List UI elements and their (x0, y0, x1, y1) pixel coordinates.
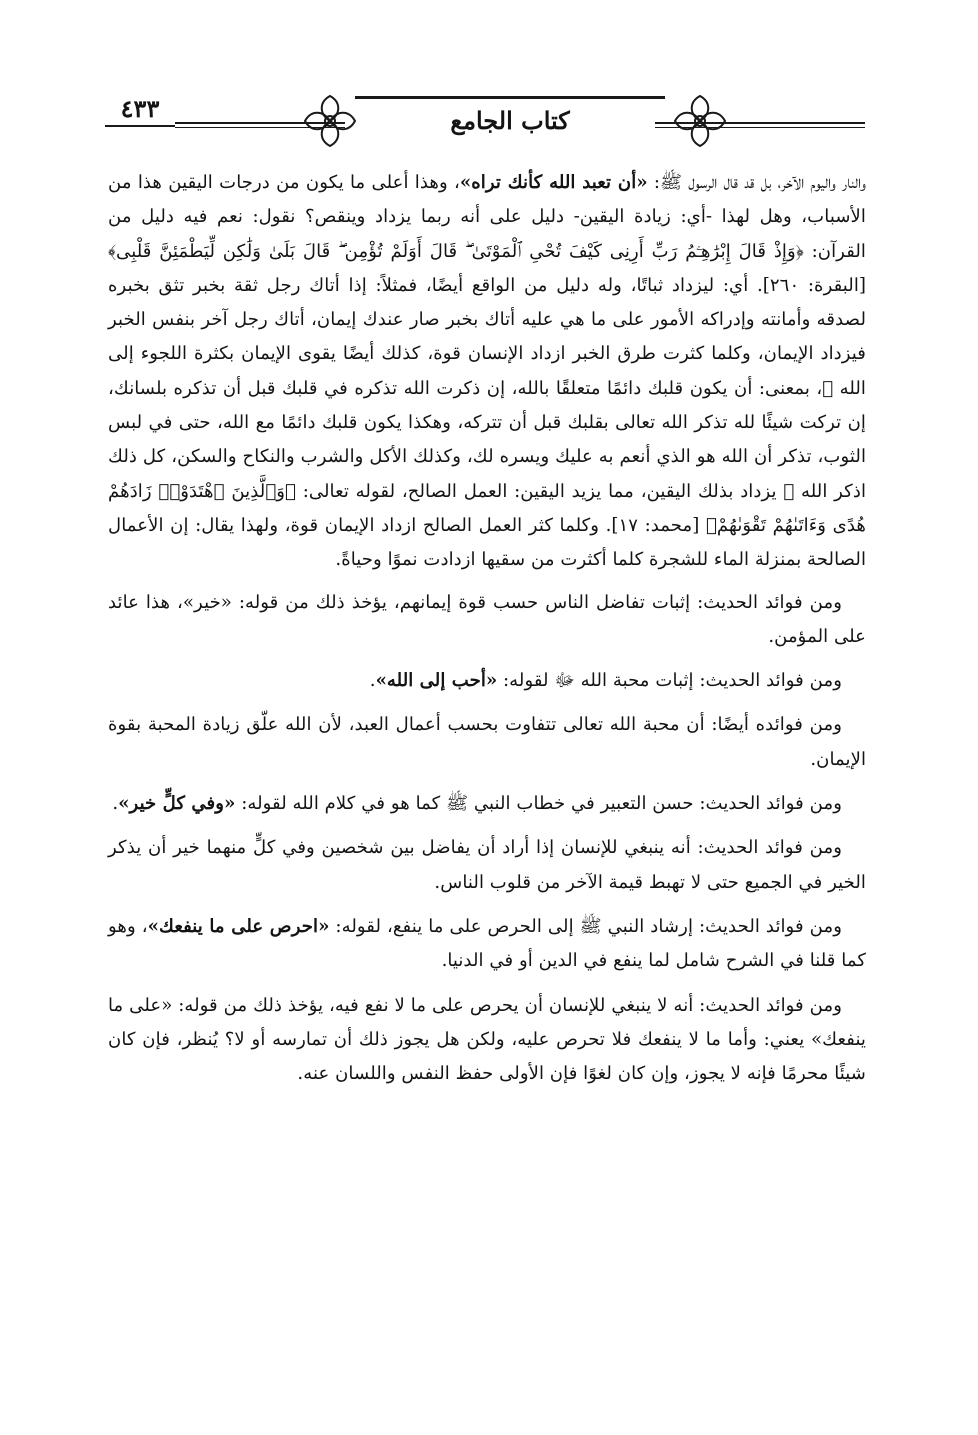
paragraph (108, 910, 866, 979)
paragraph (108, 664, 866, 698)
text-run: ومن فوائد الحديث: إثبات محبة الله ﷻ لقوله: (497, 670, 842, 692)
page-body (108, 166, 866, 1101)
header-top-rule (355, 96, 665, 99)
ornament-right-icon (671, 92, 729, 150)
page-header (105, 92, 875, 154)
hadith-quote: «أن تعبد الله كأنك تراه» (459, 172, 648, 193)
paragraph (108, 989, 866, 1092)
page-number: ٤٣٣ (105, 94, 175, 127)
paragraph (108, 586, 866, 655)
text-run: . (112, 793, 119, 815)
text-run: ، وهذا أعلى ما يكون من درجات اليقين هذا من الأسباب، وهل لهذا -أي: زيادة اليقين- دليل على أنه ربما يزداد وينقص؟ نقول: نعم فيه دليل من القرآن: ﴿وَإِذْ قَالَ إِبْرَٰهِـۧمُ رَبِّ أَرِنِى كَيْفَ تُحْىِ ٱلْمَوْتَىٰ ۖ قَالَ أَوَلَمْ تُؤْمِن ۖ قَالَ بَلَىٰ وَلَٰكِن لِّيَطْمَئِنَّ قَلْبِى﴾ [البقرة: ٢٦٠]. أي: ليزداد ثباتًا، وله دليل من الواقع أيضًا، فمثلاً: إذا أتاك رجل ثقة بخبر تثق بخبره لصدقه وأمانته وإدراكه الأمور على ما هي عليه أتاك بخبر صار عندك إيمان، أتاك رجل آخر بنفس الخبر فيزداد الإيمان، وكلما كثرت طرق الخبر ازداد الإنسان قوة، كذلك أيضًا يقوى الإيمان بكثرة اللجوء إلى الله ﷻ، بمعنى: أن يكون قلبك دائمًا متعلقًا بالله، إن ذكرت الله تذكره في قلبك قبل أن تذكره بلسانك، إن تركت شيئًا لله تذكر الله تعالى بقلبك قبل أن تتركه، وهكذا يكون قلبك دائمًا مع الله، حتى في لبس الثوب، تذكر أن الله هو الذي أنعم به عليك ويسره لك، وكذلك الأكل والشرب والنكاح والسكن، كل ذلك اذكر الله ﷻ يزداد بذلك اليقين، مما يزيد اليقين: العمل الصالح، لقوله تعالى: ﴿وَٱلَّذِينَ ٱهْتَدَوْا۟ زَادَهُمْ هُدًى وَءَاتَىٰهُمْ تَقْوَىٰهُمْ﴾ [محمد: ١٧]. وكلما كثر العمل الصالح ازداد الإيمان قوة، ولهذا يقال: إن الأعمال الصالحة بمنزلة الماء للشجرة كلما أكثرت من سقيها ازدادت نموًا وحياةً. (108, 172, 866, 571)
text-run: . (369, 670, 376, 692)
hadith-quote: «احرص على ما ينفعك» (147, 915, 330, 937)
text-run: والنار واليوم الآخر، بل قد قال الرسول ﷺ: (647, 172, 866, 193)
running-title: كتاب الجامع (450, 106, 570, 135)
paragraph (108, 708, 866, 777)
hadith-quote: «وفي كلٍّ خير» (118, 793, 236, 815)
text-run: ومن فوائد الحديث: إثبات تفاضل الناس حسب قوة إيمانهم، يؤخذ ذلك من قوله: «خير»، هذا عائد على المؤمن. (108, 591, 866, 647)
text-run: ومن فوائده أيضًا: أن محبة الله تعالى تتفاوت بحسب أعمال العبد، لأن الله علّق زيادة المحبة بقوة الإيمان. (108, 714, 866, 770)
paragraph (108, 166, 866, 578)
paragraph (108, 831, 866, 900)
text-run: ومن فوائد الحديث: حسن التعبير في خطاب النبي ﷺ كما هو في كلام الله لقوله: (235, 793, 842, 815)
text-run: ومن فوائد الحديث: أنه ينبغي للإنسان إذا أراد أن يفاضل بين شخصين وفي كلٍّ منهما خير أن يذكر الخير في الجميع حتى لا تهبط قيمة الآخر من قلوب الناس. (108, 837, 866, 893)
paragraph (108, 787, 866, 821)
text-run: ومن فوائد الحديث: إرشاد النبي ﷺ إلى الحرص على ما ينفع، لقوله: (329, 915, 842, 937)
hadith-quote: «أحب إلى الله» (375, 670, 498, 692)
text-run: ومن فوائد الحديث: أنه لا ينبغي للإنسان أن يحرص على ما لا نفع فيه، يؤخذ ذلك من قوله: «على ما ينفعك» يعني: وأما ما لا ينفعك فلا تحرص عليه، ولكن هل يجوز ذلك أن تمارسه أو لا؟ يُنظر، فإن كان شيئًا محرمًا فإنه لا يجوز، وإن كان لغوًا فإن الأولى حفظ النفس واللسان عنه. (108, 994, 866, 1085)
ornament-left-icon (301, 92, 359, 150)
text-run: ، وهو كما قلنا في الشرح شامل لما ينفع في الدين أو في الدنيا. (108, 915, 866, 972)
